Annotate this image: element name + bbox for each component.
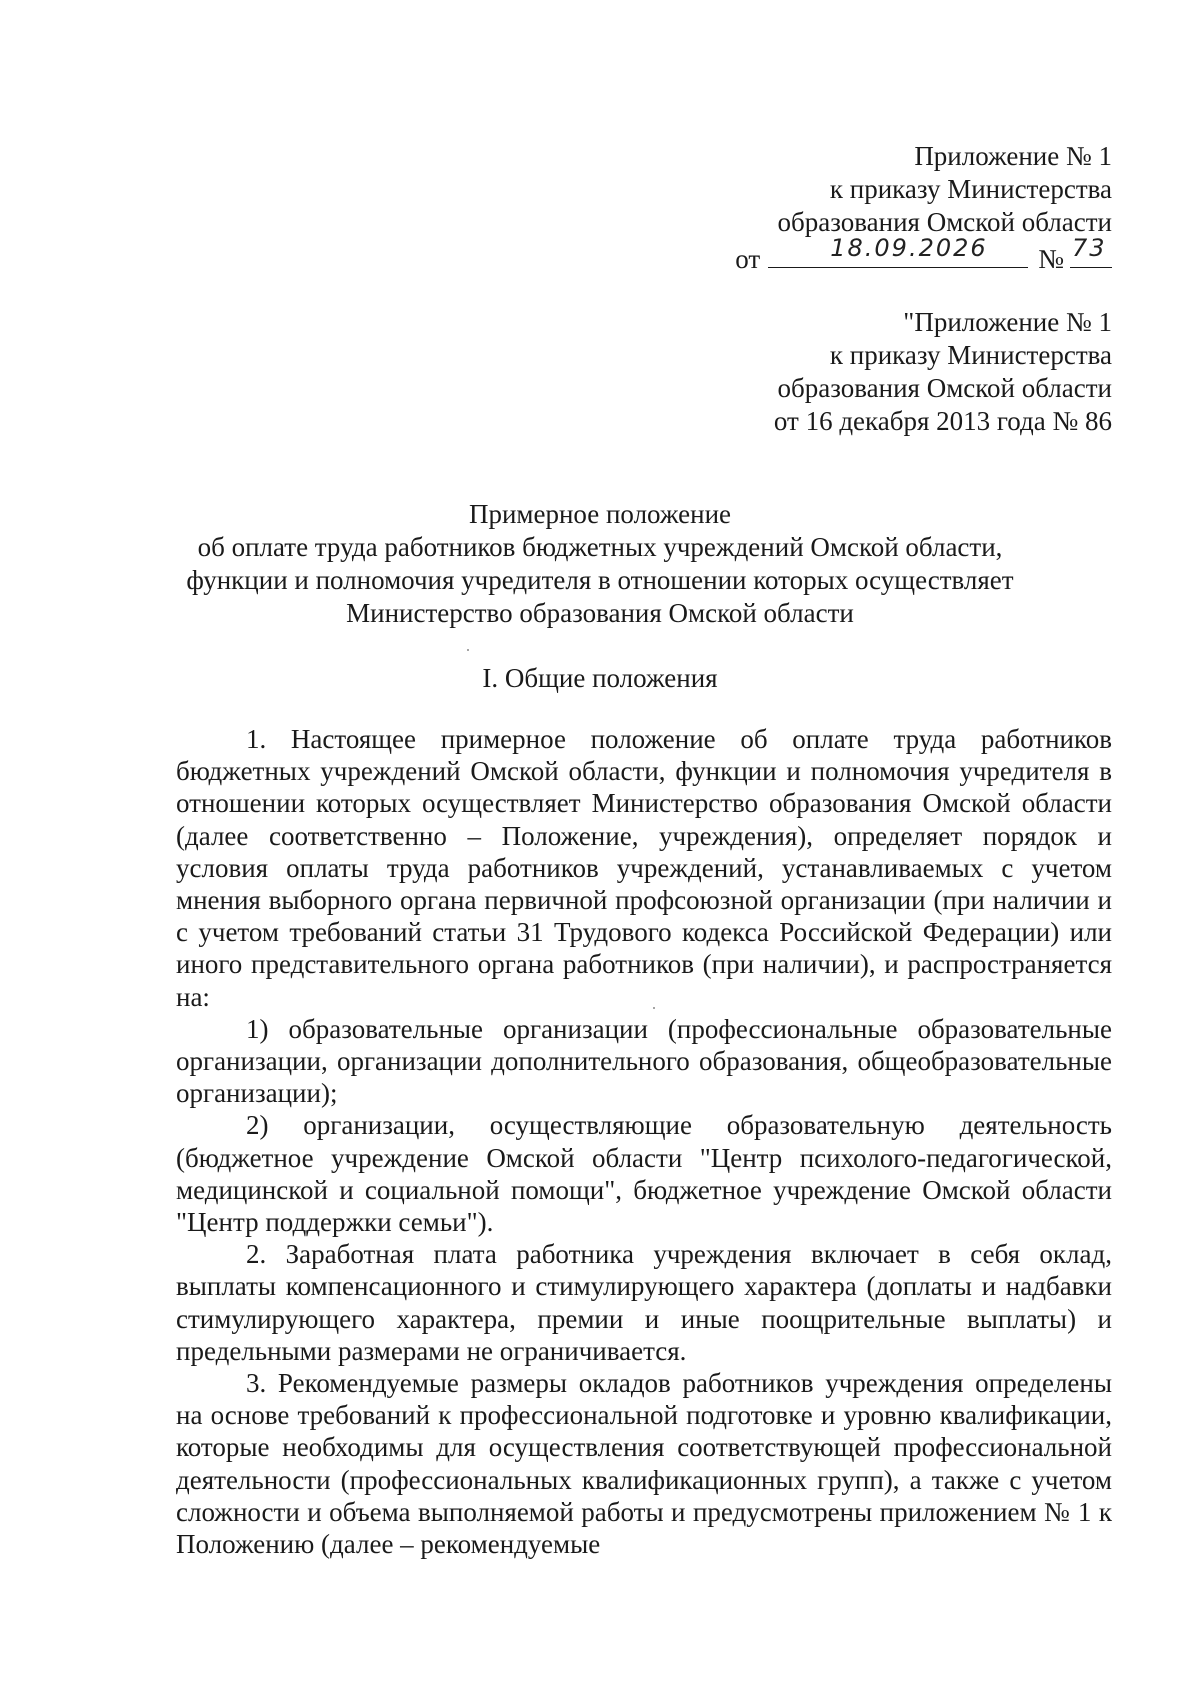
title-line-4: Министерство образования Омской области <box>346 598 854 628</box>
title-line-3: функции и полномочия учредителя в отношении которых осуществляет <box>186 565 1014 595</box>
paragraph-1: 1. Настоящее примерное положение об оплате труда работников бюджетных учреждений Омской области, функции и полномочия учредителя в отношении которых осуществляет Министерство образования Омской области (далее соответственно – Положение, учреждения), определяет порядок и условия оплаты труда работников учреждений, устанавливаемых с учетом мнения выборного органа первичной профсоюзной организации (при наличии и с учетом требований статьи 31 Трудового кодекса Российской Федерации) или иного представительного органа работников (при наличии), и распространяется на: <box>176 724 1112 1012</box>
number-blank <box>1070 234 1112 268</box>
scan-speck <box>467 649 469 651</box>
appendix-header-previous <box>774 306 1112 438</box>
date-blank <box>768 234 1028 268</box>
paragraph-1-item-1: 1) образовательные организации (профессиональные образовательные организации, организации дополнительного образования, общеобразовательные организации); <box>176 1013 1112 1109</box>
appendix-number: Приложение № 1 <box>914 141 1112 171</box>
date-number-line <box>735 234 1112 276</box>
handwritten-date: 18.09.2026 <box>830 234 988 262</box>
prev-order-date: от 16 декабря 2013 года № 86 <box>773 406 1112 436</box>
body-text <box>176 723 1112 1560</box>
scan-speck <box>653 1007 655 1009</box>
paragraph-2: 2. Заработная плата работника учреждения включает в себя оклад, выплаты компенсационного и стимулирующего характера (доплаты и надбавки стимулирующего характера, премии и иные поощрительные выплаты) и предельными размерами не ограничивается. <box>176 1239 1112 1366</box>
handwritten-number: 73 <box>1072 234 1107 262</box>
prev-ministry-name: образования Омской области <box>777 373 1112 403</box>
section-heading: I. Общие положения <box>482 663 718 693</box>
from-label: от <box>735 244 761 274</box>
document-title <box>150 498 1050 630</box>
appendix-header-current <box>735 140 1112 276</box>
title-line-1: Примерное положение <box>468 499 732 529</box>
ministry-name: образования Омской области <box>777 207 1112 237</box>
paragraph-3: 3. Рекомендуемые размеры окладов работников учреждения определены на основе требований к профессиональной подготовке и уровню квалификации, которые необходимы для осуществления соответствующей профессиональной деятельности (профессиональных квалификационных групп), а также с учетом сложности и объема выполняемой работы и предусмотрены приложением № 1 к Положению (далее – рекомендуемые <box>176 1368 1112 1560</box>
prev-order-reference: к приказу Министерства <box>829 340 1112 370</box>
title-line-2: об оплате труда работников бюджетных учреждений Омской области, <box>197 532 1003 562</box>
paragraph-1-item-2: 2) организации, осуществляющие образовательную деятельность (бюджетное учреждение Омской области "Центр психолого-педагогической, медицинской и социальной помощи", бюджетное учреждение Омской области "Центр поддержки семьи"). <box>176 1110 1112 1238</box>
order-reference: к приказу Министерства <box>829 174 1112 204</box>
number-label: № <box>1038 244 1064 274</box>
prev-appendix-number: "Приложение № 1 <box>903 307 1112 337</box>
